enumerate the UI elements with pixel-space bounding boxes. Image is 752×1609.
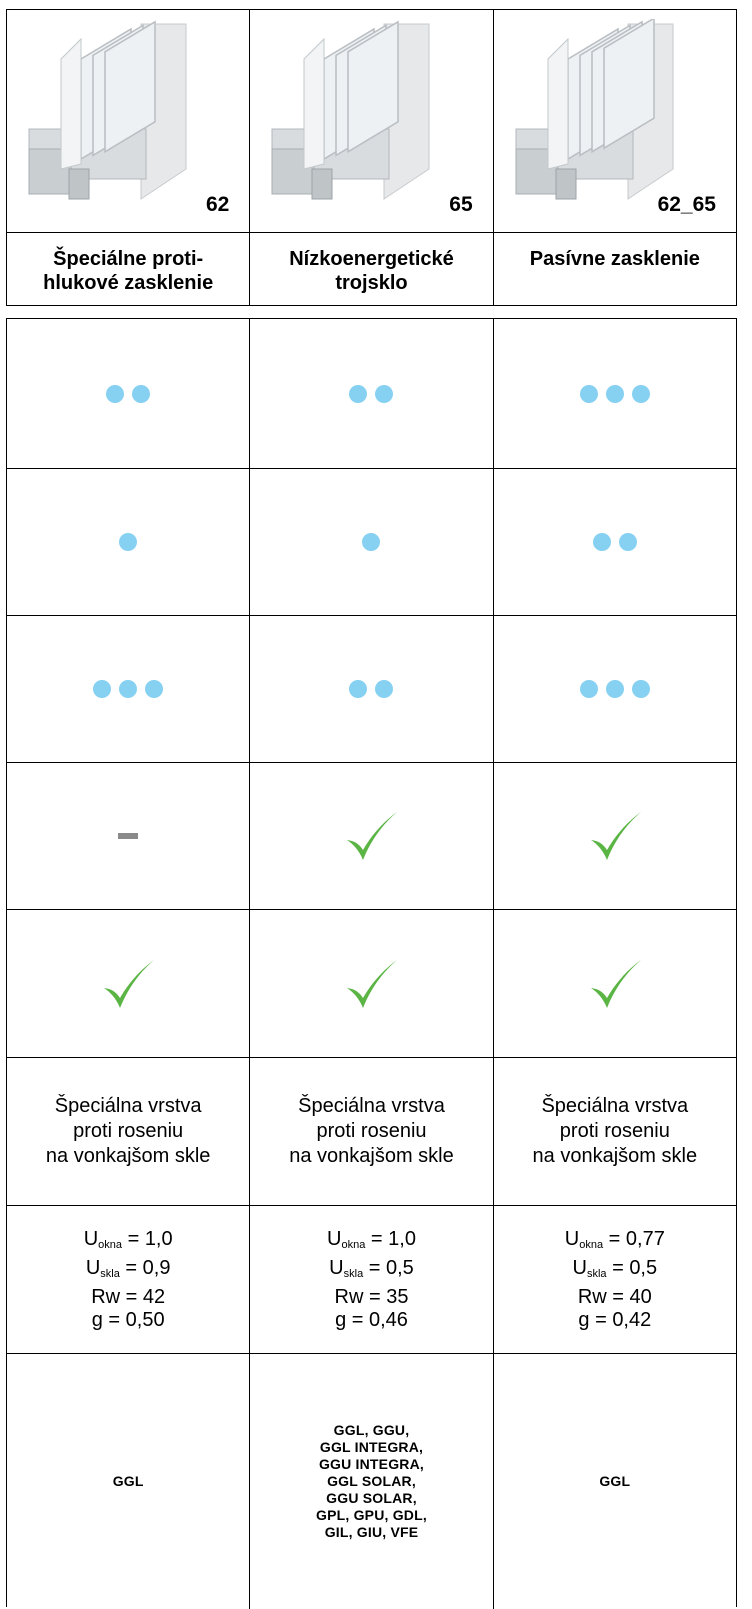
- dot-icon: [349, 385, 367, 403]
- dot-icon: [580, 680, 598, 698]
- rating-row: [7, 469, 736, 616]
- technical-values: [565, 1228, 665, 1332]
- model-line: GGU INTEGRA,: [318, 1456, 425, 1472]
- dot-icon: [145, 680, 163, 698]
- u-okna-value: $U_{okna} = 0,77$: [564, 1227, 665, 1251]
- checkmark-icon: [343, 956, 399, 1012]
- table-cell: [249, 1354, 492, 1609]
- model-line: GGL INTEGRA,: [319, 1439, 424, 1455]
- dot-icon: [375, 680, 393, 698]
- product-code: 62: [205, 193, 230, 216]
- table-cell: [493, 1354, 736, 1609]
- rating-dots: [349, 680, 393, 698]
- dot-icon: [632, 680, 650, 698]
- model-line: GGL SOLAR,: [327, 1473, 416, 1489]
- window-cross-section-icon: [21, 19, 191, 204]
- u-okna-value: $U_{okna} = 1,0$: [83, 1227, 173, 1251]
- note-line: proti roseniu: [316, 1120, 427, 1142]
- glazing-title: Špeciálne proti- hlukové zasklenie: [43, 248, 214, 294]
- checkmark-icon: [587, 808, 643, 864]
- note-line: na vonkajšom skle: [45, 1145, 211, 1167]
- rw-value: Rw = 40: [577, 1285, 652, 1308]
- dot-icon: [593, 533, 611, 551]
- table-cell: [493, 1058, 736, 1205]
- window-image: [264, 19, 434, 204]
- dot-icon: [119, 533, 137, 551]
- g-value: g = 0,50: [91, 1308, 165, 1331]
- table-cell: [493, 1206, 736, 1353]
- compatible-models: [599, 1473, 630, 1490]
- header-column: [7, 10, 249, 305]
- rating-row: [7, 319, 736, 469]
- u-okna-value: $U_{okna} = 1,0$: [327, 1227, 416, 1251]
- dot-icon: [93, 680, 111, 698]
- model-line: GIL, GIU, VFE: [324, 1524, 419, 1540]
- rating-dots: [119, 533, 137, 551]
- coating-note: [46, 1094, 211, 1169]
- window-cross-section-icon: [508, 19, 678, 204]
- dot-icon: [106, 385, 124, 403]
- model-line: GGL: [112, 1473, 144, 1489]
- technical-values: [327, 1228, 416, 1332]
- dot-icon: [580, 385, 598, 403]
- dot-icon: [349, 680, 367, 698]
- table-cell: [7, 319, 249, 468]
- u-skla-value: $U_{skla} = 0,5$: [572, 1256, 658, 1280]
- table-cell: [493, 469, 736, 615]
- compatible-models: [113, 1473, 144, 1490]
- checkmark-icon: [343, 808, 399, 864]
- checkmark-icon: [100, 956, 156, 1012]
- table-cell: [7, 1206, 249, 1353]
- u-skla-value: $U_{skla} = 0,9$: [85, 1256, 171, 1280]
- comparison-table: [6, 318, 737, 1607]
- dot-icon: [375, 385, 393, 403]
- technical-values: [84, 1228, 173, 1332]
- rating-dots: [106, 385, 150, 403]
- table-cell: [7, 763, 249, 909]
- window-image: [508, 19, 678, 204]
- table-cell: [249, 1058, 492, 1205]
- table-cell: [7, 1058, 249, 1205]
- table-cell: [493, 319, 736, 468]
- g-value: g = 0,42: [578, 1308, 652, 1331]
- table-cell: [7, 910, 249, 1057]
- rating-dots: [349, 385, 393, 403]
- divider: [494, 232, 736, 233]
- table-cell: [7, 616, 249, 762]
- note-line: na vonkajšom skle: [289, 1145, 454, 1167]
- table-cell: [249, 910, 492, 1057]
- model-line: GGL: [599, 1473, 631, 1489]
- table-cell: [493, 763, 736, 909]
- note-line: proti roseniu: [559, 1120, 670, 1142]
- glazing-title: Nízkoenergetické trojsklo: [289, 248, 454, 294]
- rating-dots: [580, 680, 650, 698]
- window-cross-section-icon: [264, 19, 434, 204]
- note-line: Špeciálna vrstva: [298, 1095, 445, 1117]
- table-cell: [493, 616, 736, 762]
- dot-icon: [619, 533, 637, 551]
- table-cell: [493, 910, 736, 1057]
- rw-value: Rw = 42: [91, 1285, 166, 1308]
- header-column: [249, 10, 492, 305]
- note-line: proti roseniu: [73, 1120, 184, 1142]
- dot-icon: [362, 533, 380, 551]
- table-cell: [249, 469, 492, 615]
- product-code: 65: [449, 193, 473, 216]
- dot-icon: [606, 680, 624, 698]
- feature-row: [7, 763, 736, 910]
- models-row: [7, 1354, 736, 1609]
- header-table: [6, 9, 737, 306]
- dot-icon: [632, 385, 650, 403]
- table-cell: [7, 1354, 249, 1609]
- values-row: [7, 1206, 736, 1354]
- rating-dots: [93, 680, 163, 698]
- table-cell: [249, 616, 492, 762]
- coating-note: [533, 1094, 698, 1169]
- g-value: g = 0,46: [335, 1308, 408, 1331]
- feature-row: [7, 910, 736, 1058]
- rating-dots: [593, 533, 637, 551]
- dot-icon: [132, 385, 150, 403]
- header-column: [493, 10, 736, 305]
- rating-row: [7, 616, 736, 763]
- note-line: Špeciálna vrstva: [54, 1095, 202, 1117]
- rw-value: Rw = 35: [334, 1285, 409, 1308]
- product-code: 62_65: [657, 193, 716, 216]
- checkmark-icon: [587, 956, 643, 1012]
- table-cell: [7, 469, 249, 615]
- rating-dots: [362, 533, 380, 551]
- dot-icon: [606, 385, 624, 403]
- model-line: GPL, GPU, GDL,: [316, 1507, 427, 1523]
- model-line: GGL, GGU,: [333, 1422, 410, 1438]
- model-line: GGU SOLAR,: [326, 1490, 417, 1506]
- divider: [250, 232, 492, 233]
- glazing-title: Pasívne zasklenie: [529, 248, 700, 270]
- u-skla-value: $U_{skla} = 0,5$: [329, 1256, 414, 1280]
- dash-icon: [118, 833, 138, 839]
- table-cell: [249, 1206, 492, 1353]
- table-cell: [249, 763, 492, 909]
- rating-dots: [580, 385, 650, 403]
- dot-icon: [119, 680, 137, 698]
- coating-note: [289, 1094, 454, 1169]
- divider: [7, 232, 249, 233]
- note-line: Špeciálna vrstva: [541, 1095, 689, 1117]
- window-image: [21, 19, 191, 204]
- compatible-models: [316, 1422, 427, 1541]
- table-cell: [249, 319, 492, 468]
- note-line: na vonkajšom skle: [532, 1145, 698, 1167]
- note-row: [7, 1058, 736, 1206]
